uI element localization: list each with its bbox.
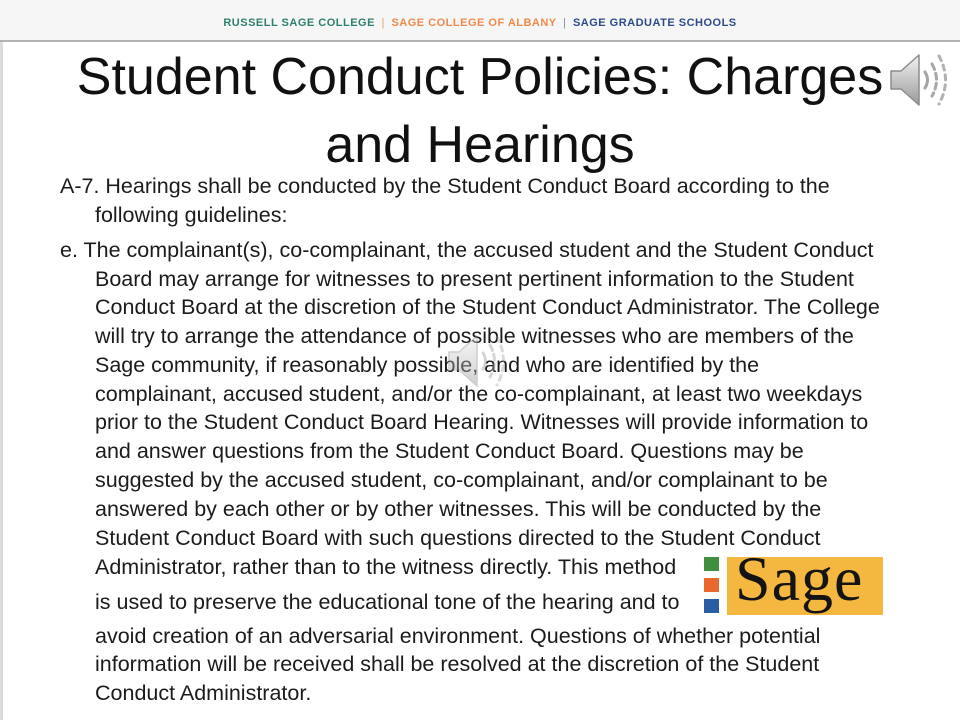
college-name-sage-graduate: SAGE GRADUATE SCHOOLS: [572, 17, 737, 29]
sage-logo: [727, 543, 883, 615]
body-line: complainant, accused student, and/or the co-complainant, at least two weekdays: [95, 382, 863, 406]
body-line: Conduct Board at the discretion of the Student Conduct Administrator. The College: [95, 295, 880, 319]
body-line: avoid creation of an adversarial environment. Questions of whether potential: [95, 624, 821, 648]
speaker-icon[interactable]: [888, 50, 954, 110]
college-name-sage-albany: SAGE COLLEGE OF ALBANY: [391, 17, 557, 29]
body-line: answered by each other or by other witnesses. This will be conducted by the: [95, 497, 822, 521]
banner-separator: |: [563, 17, 567, 29]
sound-wave: [497, 337, 504, 385]
logo-square-blue: [704, 599, 719, 613]
speaker-cone: [449, 336, 477, 386]
sound-wave: [490, 345, 495, 377]
body-line: Conduct Administrator.: [95, 681, 312, 705]
logo-wordmark: Sage: [735, 543, 864, 614]
logo-square-orange: [704, 578, 719, 592]
slide-left-edge: [0, 0, 3, 720]
sound-wave: [483, 353, 486, 369]
sound-wave: [925, 72, 928, 88]
header-divider: [0, 40, 960, 42]
speaker-icon: [446, 331, 512, 391]
college-banner: [0, 16, 960, 30]
slide-title-line-2: and Hearings: [325, 116, 635, 174]
body-line: Board may arrange for witnesses to present pertinent information to the Student: [95, 267, 854, 291]
body-line: is used to preserve the educational tone of the hearing and to: [95, 590, 680, 614]
body-line: Administrator, rather than to the witness directly. This method: [95, 555, 677, 579]
body-line: information will be received shall be resolved at the discretion of the Student: [95, 652, 820, 676]
logo-color-squares: [704, 557, 720, 613]
body-line: A-7. Hearings shall be conducted by the Student Conduct Board according to the: [60, 174, 830, 198]
speaker-cone: [891, 55, 919, 105]
sound-wave: [939, 56, 946, 104]
sound-wave: [932, 64, 937, 96]
body-line: following guidelines:: [95, 203, 288, 227]
body-line: will try to arrange the attendance of possible witnesses who are members of the: [95, 324, 854, 348]
body-line: and answer questions from the Student Conduct Board. Questions may be: [95, 439, 804, 463]
logo-square-green: [704, 557, 719, 571]
banner-separator: |: [381, 17, 385, 29]
body-line: e. The complainant(s), co-complainant, the accused student and the Student Conduct: [60, 238, 874, 262]
header-bar: [0, 0, 960, 40]
body-line: Student Conduct Board with such questions directed to the Student Conduct: [95, 526, 821, 550]
body-line: suggested by the accused student, co-complainant, and/or complainant to be: [95, 468, 828, 492]
body-line: Sage community, if reasonably possible, and who are identified by the: [95, 353, 760, 377]
college-name-russell-sage: RUSSELL SAGE COLLEGE: [223, 17, 375, 29]
slide-title-line-1: Student Conduct Policies: Charges: [76, 48, 884, 106]
body-line: prior to the Student Conduct Board Hearing. Witnesses will provide information to: [95, 410, 869, 434]
